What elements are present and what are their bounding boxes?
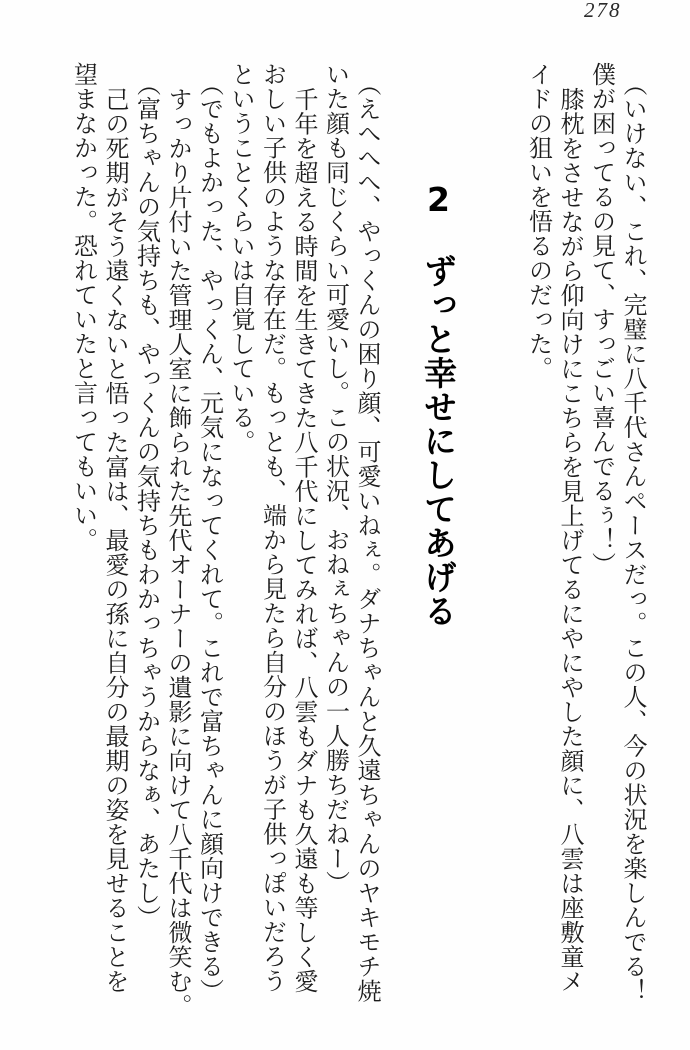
text-line: すっかり片付いた管理人室に飾られた先代オーナーの遺影に向けて八千代は微笑む。: [164, 87, 192, 1018]
text-line: いた顔も同じくらい可愛いし。この状況、おねぇちゃんの一人勝ちだねー）: [321, 62, 350, 895]
text-line: おしい子供のような存在だ。もっとも、端から見たら自分のほうが子供っぽいだろう: [258, 62, 287, 993]
page-text: [67, 62, 648, 1018]
text-line: 膝枕をさせながら仰向けにこちらを見上げてるにやにやした顔に、八雲は座敷童メ: [556, 87, 584, 994]
text-line: （富ちゃんの気持ちも、やっくんの気持ちもわかっちゃうからなぁ、あたし）: [132, 72, 161, 930]
text-line: ということくらいは自覚している。: [227, 62, 255, 454]
text-line: （えへへへ、やっくんの困り顔、可愛いねぇ。ダナちゃんと久遠ちゃんのヤキモチ焼: [353, 72, 381, 1003]
text-line: （いけない、これ、完璧に八千代さんペースだっ。この人、今の状況を楽しんでる！: [619, 72, 647, 1003]
text-line: 己の死期がそう遠くないと悟った富は、最愛の孫に自分の最期の姿を見せることを: [101, 87, 129, 994]
text-line: 望まなかった。恐れていたと言ってもいい。: [69, 62, 98, 552]
page-number: 278: [584, 0, 622, 22]
text-line: イドの狙いを悟るのだった。: [524, 62, 553, 381]
paragraphs-after-heading: [67, 62, 382, 1018]
text-line: 千年を超える時間を生きてきた八千代にしてみれば、八雲もダナも久遠も等しく愛: [290, 87, 318, 994]
text-line: 僕が困ってるの見て、すっごい喜んでるぅ！）: [587, 62, 616, 577]
text-line: （でもよかった、やっくん、元気になってくれて。これで富ちゃんに顔向けできる）: [195, 72, 224, 1003]
paragraphs-before-heading: [522, 62, 648, 1002]
chapter-heading: 2 ずっと幸せにしてあげる: [419, 180, 458, 628]
